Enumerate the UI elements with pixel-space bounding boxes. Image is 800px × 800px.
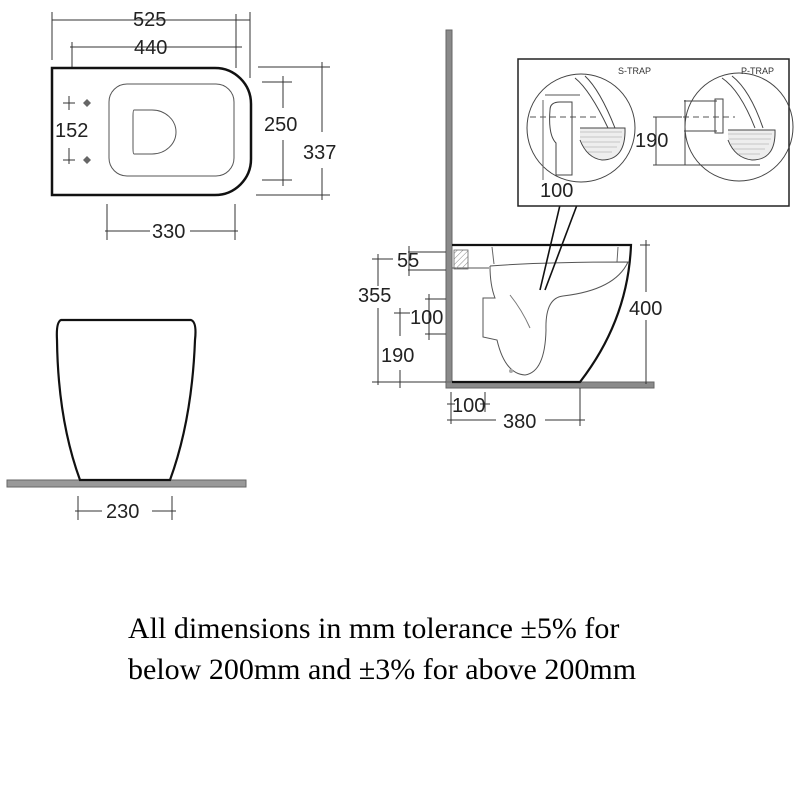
dim-525: 525: [133, 9, 167, 31]
s-trap-label: S-TRAP: [618, 66, 652, 76]
dim-400: 400: [629, 298, 663, 320]
front-view: [7, 320, 246, 520]
dim-55: 55: [397, 250, 420, 272]
dim-152: 152: [55, 120, 89, 142]
dim-100-wall: 100: [452, 395, 486, 417]
tolerance-note: [128, 608, 788, 690]
tolerance-note-line-2: below 200mm and ±3% for above 200mm: [128, 653, 637, 686]
dim-355: 355: [358, 285, 392, 307]
dim-190: 190: [381, 345, 415, 367]
dim-100-outlet: 100: [410, 307, 444, 329]
dim-330: 330: [152, 221, 186, 243]
dim-230: 230: [106, 501, 140, 523]
tolerance-note-line-1: All dimensions in mm tolerance ±5% for: [128, 612, 620, 645]
wall: [446, 30, 452, 388]
dim-trap-100: 100: [540, 180, 574, 202]
dim-trap-190: 190: [635, 130, 669, 152]
dim-250: 250: [264, 114, 298, 136]
dim-440: 440: [134, 37, 168, 59]
dim-380: 380: [503, 411, 537, 433]
plan-view-labels: [55, 9, 336, 243]
p-trap-label: P-TRAP: [741, 66, 775, 76]
dim-337: 337: [303, 142, 337, 164]
